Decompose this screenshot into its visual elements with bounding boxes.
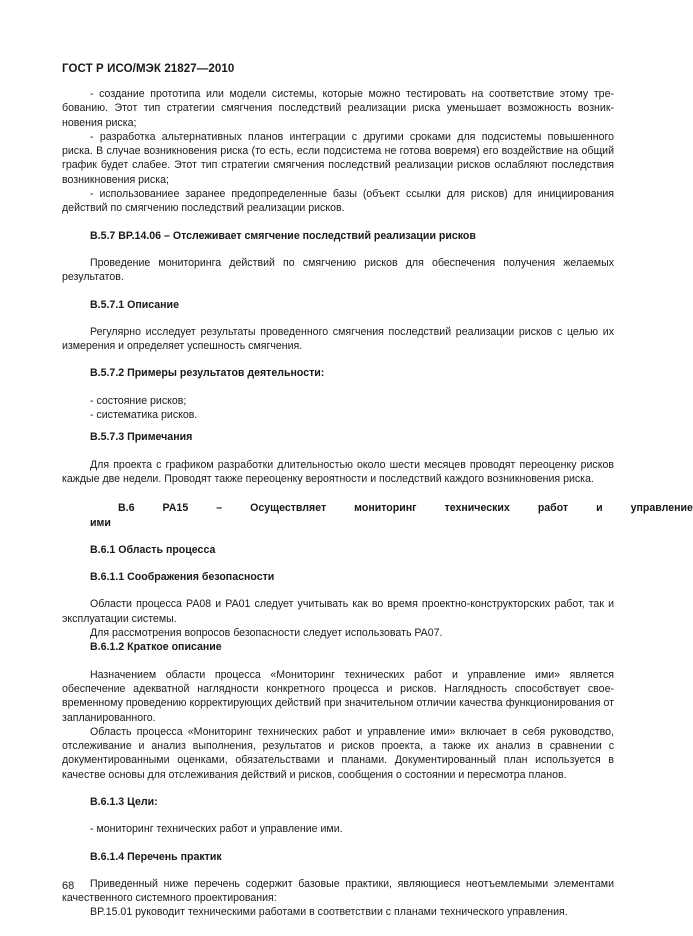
spacer	[62, 809, 614, 822]
heading-word: PA15	[162, 502, 189, 515]
spacer	[62, 381, 614, 394]
page-number: 68	[62, 880, 75, 892]
heading-word: В.6	[118, 502, 135, 515]
spacer	[62, 353, 614, 366]
paragraph: Назначением области процесса «Мониторинг технических работ и управление ими» является обеспечение адекватной наглядности конкретного процесса и рисков. Наглядность способствует своевременному проведению корректирующих действий при значительном отличии качества функционирования от запланированного.	[62, 668, 614, 724]
document-header: ГОСТ Р ИСО/МЭК 21827—2010	[62, 63, 235, 75]
section-heading: В.5.7.1 Описание	[90, 298, 179, 311]
section-heading: В.5.7.3 Примечания	[90, 431, 193, 444]
spacer	[62, 312, 614, 325]
paragraph: Проведение мониторинга действий по смягчению рисков для обеспечения получения желаемых результатов.	[62, 256, 614, 284]
spacer	[62, 486, 614, 501]
paragraph: Область процесса «Мониторинг технических работ и управление ими» включает в себя руководство, отслеживание и анализ выполнения, результатов и рисков проекта, а также их анализ в сравнении с документированными оценками, обязательствами и планами. Документированный план используется в качестве основы для отслеживания действий и рисков, сообщения о состоянии и пересмотра планов.	[62, 725, 614, 781]
heading-word: Осуществляет	[250, 502, 327, 515]
section-heading: В.6.1.2 Краткое описание	[90, 641, 222, 654]
heading-word: мониторинг	[354, 502, 417, 515]
paragraph: - состояние рисков;	[90, 394, 187, 407]
spacer	[62, 422, 614, 430]
heading-word: –	[216, 502, 223, 515]
heading-word: и	[596, 502, 603, 515]
spacer	[62, 243, 614, 256]
paragraph: - разработка альтернативных планов интеграции с другими сроками для подсистемы повышенного риска. В случае возникновения риска (то есть, если подсистема не готова вовремя) его воздействие на общий график будет слабее. Этот тип стратегии смягчения последствий реализации рисков ослабляют последствия возникновения риска;	[62, 130, 614, 186]
paragraph: - создание прототипа или модели системы, которые можно тестировать на соответствие этому требованию. Этот тип стратегии смягчения последствий реализации риска уменьшает возможность возникновения риска;	[62, 88, 614, 129]
spacer	[62, 445, 614, 458]
paragraph: Для рассмотрения вопросов безопасности следует использовать PA07.	[90, 627, 443, 640]
section-heading: В.6.1.4 Перечень практик	[90, 850, 222, 863]
paragraph: Регулярно исследует результаты проведенного смягчения последствий реализации рисков с целью их измерения и определяет успешность смягчения.	[62, 325, 614, 353]
spacer	[62, 837, 614, 850]
section-heading-b6-tail: ими	[90, 516, 111, 529]
section-heading: В.5.7 BP.14.06 – Отслеживает смягчение последствий реализации рисков	[90, 229, 476, 242]
spacer	[62, 655, 614, 668]
section-heading: В.6.1.1 Соображения безопасности	[90, 571, 275, 584]
paragraph: Приведенный ниже перечень содержит базовые практики, являющиеся неотъемлемыми элементами качественного системного проектирования:	[62, 877, 614, 905]
heading-word: технических	[444, 502, 510, 515]
spacer	[62, 782, 614, 795]
section-heading: В.5.7.2 Примеры результатов деятельности:	[90, 367, 325, 380]
paragraph: - использованиее заранее предопределенные базы (объект ссылки для рисков) для инициирования действий по смягчению последствий реализации рисков.	[62, 188, 614, 215]
spacer	[62, 285, 614, 298]
spacer	[62, 584, 614, 597]
section-heading: В.6.1.3 Цели:	[90, 795, 158, 808]
paragraph: - систематика рисков.	[90, 409, 198, 422]
heading-word: работ	[537, 502, 569, 515]
document-body	[62, 87, 693, 920]
spacer	[62, 216, 614, 229]
section-heading-b6	[62, 501, 693, 515]
paragraph: Для проекта с графиком разработки длительностью около шести месяцев проводят переоценку рисков каждые две недели. Проводят также переоценку вероятности и последствий каждого возникновения риска.	[62, 458, 614, 485]
paragraph: Области процесса PA08 и PA01 следует учитывать как во время проектно-конструкторских работ, так и эксплуатации системы.	[62, 598, 614, 625]
heading-word: управление	[630, 502, 693, 515]
spacer	[62, 557, 614, 570]
spacer	[62, 530, 614, 543]
paragraph: BP.15.01 руководит техническими работами в соответствии с планами технического управления.	[90, 906, 568, 919]
paragraph: - мониторинг технических работ и управление ими.	[90, 823, 343, 836]
section-heading: В.6.1 Область процесса	[90, 543, 216, 556]
spacer	[62, 864, 614, 877]
